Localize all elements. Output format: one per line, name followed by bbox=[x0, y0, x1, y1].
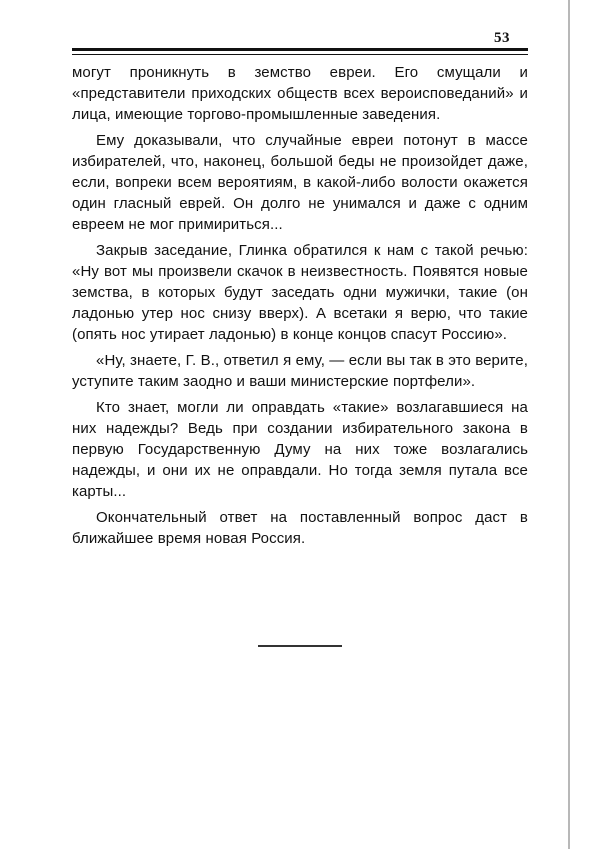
paragraph-2: Ему доказывали, что случайные евреи потонут в массе избирателей, что, наконец, большой беды не произойдет даже, если, вопреки всем вероятиям, в какой-либо волости окажется один гласный еврей. Он долго не унимался и даже с одним евреем не мог примириться... bbox=[72, 132, 528, 233]
paragraph-6: Окончательный ответ на поставленный вопрос даст в ближайшее время новая Россия. bbox=[72, 509, 528, 547]
paragraph-4: «Ну, знаете, Г. В., ответил я ему, — если вы так в это верите, уступите таким заодно и ваши министерские портфели». bbox=[72, 352, 528, 390]
paragraph-1: могут проникнуть в земство евреи. Его смущали и «представители приходских обществ всех вероисповеданий» и лица, имеющие торгово-промышленные заведения. bbox=[72, 64, 528, 123]
page-edge-line bbox=[568, 0, 570, 849]
header-rule-thick bbox=[72, 48, 528, 51]
header-rule-thin bbox=[72, 54, 528, 55]
section-end-rule bbox=[258, 645, 342, 647]
paragraph-3: Закрыв заседание, Глинка обратился к нам с такой речью: «Ну вот мы произвели скачок в неизвестность. Появятся новые земства, в которых будут заседать одни мужички, такие (он ладонью утер нос снизу вверх). А всетаки я верю, что такие (опять нос утирает ладонью) в конце концов спасут Россию». bbox=[72, 242, 528, 343]
body-text bbox=[72, 62, 528, 554]
page-number: 53 bbox=[494, 30, 510, 46]
paragraph-5: Кто знает, могли ли оправдать «такие» возлагавшиеся на них надежды? Ведь при создании избирательного закона в первую Государственную Думу на них тоже возлагались надежды, и они их не оправдали. Но тогда земля путала все карты... bbox=[72, 399, 528, 500]
